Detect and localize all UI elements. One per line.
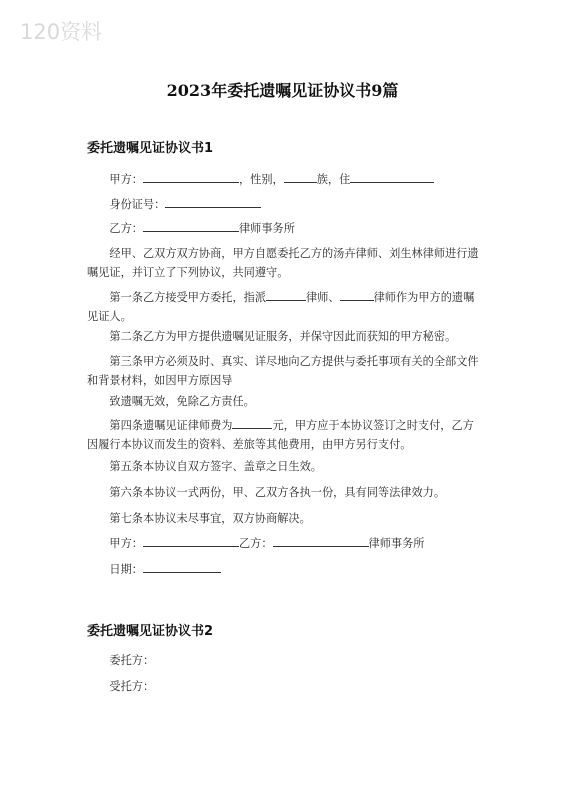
article-3-continued: 致遗嘱无效，免除乙方责任。 (109, 395, 255, 408)
label: 乙方： (238, 537, 273, 550)
article-3: 第三条甲方必须及时、真实、详尽地向乙方提供与委托事项有关的全部文件和背景材料，如因甲方原因导 (87, 355, 479, 387)
blank-field (284, 170, 317, 183)
article-6: 第六条本协议一式两份，甲、乙双方各执一份，具有同等法律效力。 (109, 486, 446, 499)
blank-field (165, 195, 261, 208)
section-heading-2: 委托遗嘱见证协议书2 (87, 624, 214, 639)
label: 甲方： (109, 173, 143, 186)
label: 身份证号： (109, 198, 166, 211)
date-line (87, 560, 479, 579)
blank-field (143, 560, 221, 573)
watermark: 120资料 (20, 20, 103, 44)
label: 律师事务所 (368, 537, 425, 550)
article-5: 第五条本协议自双方签字、盖章之日生效。 (109, 460, 322, 473)
label: 乙方： (109, 222, 143, 235)
article-7: 第七条本协议未尽事宜，双方协商解决。 (109, 512, 311, 525)
trustee-line: 受托方： (109, 680, 155, 693)
text: 律师作为甲方的遗嘱见证人。 (87, 291, 475, 323)
article-2: 第二条乙方为甲方提供遗嘱见证服务，并保守因此而获知的甲方秘密。 (109, 330, 457, 343)
blank-field (340, 288, 374, 301)
article-4 (87, 416, 479, 454)
blank-field (143, 534, 239, 547)
text: 律师、 (306, 291, 340, 304)
label: 族，住 (316, 173, 351, 186)
label: 日期： (109, 563, 143, 576)
text: 元，甲方应于本协议签订之时支付，乙方因履行本协议而发生的资料、差旅等其他费用，由甲方另行支付。 (87, 419, 474, 451)
document-title: 2023年委托遗嘱见证协议书9篇 (166, 81, 399, 100)
blank-field (143, 219, 239, 232)
signature-line (87, 534, 479, 553)
text: 第一条乙方接受甲方委托，指派 (109, 291, 267, 304)
intro-paragraph: 经甲、乙双方双方协商，甲方自愿委托乙方的汤卉律师、刘生林律师进行遗嘱见证，并订立了下列协议，共同遵守。 (87, 247, 479, 279)
client-line: 委托方： (109, 654, 155, 667)
label: 甲方： (109, 537, 143, 550)
text: 第四条遗嘱见证律师费为 (109, 419, 233, 432)
blank-field (266, 288, 306, 301)
label: 律师事务所 (238, 222, 295, 235)
blank-field (350, 170, 434, 183)
blank-field (232, 416, 272, 429)
blank-field (273, 534, 369, 547)
party-a-line (87, 170, 479, 189)
article-1 (87, 288, 479, 326)
id-number-line (87, 195, 479, 214)
section-heading-1: 委托遗嘱见证协议书1 (87, 141, 214, 156)
party-b-line (87, 219, 479, 238)
blank-field (143, 170, 239, 183)
label: ，性别， (238, 173, 284, 186)
